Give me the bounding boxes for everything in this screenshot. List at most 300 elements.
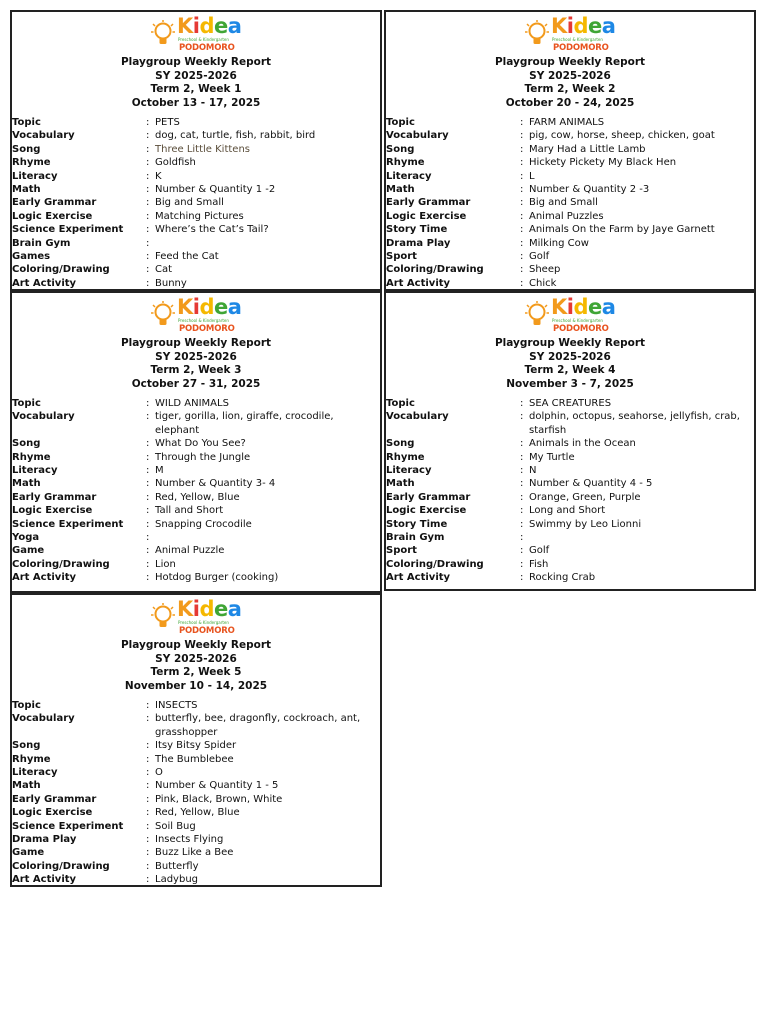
logo-letter-d: d — [573, 295, 589, 319]
date-range: October 27 - 31, 2025 — [131, 377, 261, 390]
report-row — [386, 491, 754, 504]
weekly-report-card — [384, 10, 756, 291]
report-rows — [386, 397, 754, 585]
row-label: Rhyme — [12, 753, 51, 765]
row-label: Topic — [12, 398, 41, 409]
report-row — [12, 143, 380, 156]
report-row — [386, 558, 754, 571]
row-separator: : — [146, 847, 150, 859]
row-value: M — [155, 465, 164, 477]
row-separator: : — [146, 572, 150, 584]
row-separator: : — [146, 700, 150, 711]
report-row — [12, 410, 380, 437]
row-label: Early Grammar — [386, 197, 471, 209]
row-label: Logic Exercise — [386, 505, 467, 517]
report-row — [12, 237, 380, 250]
row-separator: : — [520, 411, 524, 423]
logo-letter-i: i — [566, 295, 574, 319]
kidea-logo — [12, 297, 380, 335]
term-week: Term 2, Week 3 — [150, 364, 242, 376]
row-label: Song — [12, 143, 41, 155]
report-title: Playgroup Weekly Report — [494, 337, 646, 349]
row-separator: : — [146, 264, 150, 276]
row-label: Literacy — [12, 465, 58, 477]
row-value: Number & Quantity 1 -2 — [155, 184, 276, 196]
report-row — [12, 263, 380, 276]
logo-wordmark — [177, 295, 241, 319]
term-week: Term 2, Week 2 — [524, 83, 616, 95]
weekly-report-card — [10, 593, 382, 887]
row-value: Pink, Black, Brown, White — [155, 793, 283, 805]
row-separator: : — [146, 184, 150, 196]
school-year: SY 2025-2026 — [155, 350, 237, 363]
row-value: Milking Cow — [529, 237, 589, 249]
date-range: October 20 - 24, 2025 — [505, 96, 635, 109]
row-label: Logic Exercise — [12, 807, 93, 819]
row-label: Games — [12, 251, 51, 263]
report-row — [386, 223, 754, 236]
kidea-logo — [12, 16, 380, 54]
report-title: Playgroup Weekly Report — [120, 337, 272, 349]
lightbulb-icon — [151, 603, 175, 633]
row-value: Itsy Bitsy Spider — [155, 740, 237, 752]
row-label: Drama Play — [12, 834, 77, 846]
row-value: Hotdog Burger (cooking) — [155, 572, 279, 584]
row-separator: : — [146, 130, 150, 142]
logo-wordmark — [551, 14, 615, 38]
logo-letter-i: i — [192, 295, 200, 319]
row-value: Rocking Crab — [529, 572, 596, 584]
report-row — [12, 116, 380, 129]
logo-letter-d: d — [199, 14, 215, 38]
report-row — [12, 250, 380, 263]
lightbulb-icon — [151, 301, 175, 331]
logo-letter-d: d — [573, 14, 589, 38]
row-label: Topic — [12, 117, 41, 128]
row-label: Early Grammar — [12, 793, 97, 805]
row-value: Buzz Like a Bee — [155, 847, 234, 859]
report-row — [12, 544, 380, 557]
row-separator: : — [520, 398, 524, 409]
report-row — [12, 873, 380, 886]
report-row — [12, 833, 380, 846]
row-separator: : — [146, 491, 150, 503]
report-row — [12, 183, 380, 196]
date-range: November 3 - 7, 2025 — [506, 377, 634, 390]
date-range: October 13 - 17, 2025 — [131, 96, 261, 109]
row-label: Rhyme — [386, 157, 425, 169]
row-separator: : — [146, 117, 150, 128]
row-value: Mary Had a Little Lamb — [529, 143, 646, 155]
row-value: Where’s the Cat’s Tail? — [155, 224, 269, 236]
logo-letter-i: i — [192, 597, 200, 621]
row-value — [155, 531, 380, 544]
kidea-logo — [12, 599, 380, 637]
row-separator: : — [520, 143, 524, 155]
row-separator: : — [146, 210, 150, 222]
row-label: Vocabulary — [386, 411, 449, 423]
row-value: Number & Quantity 1 - 5 — [155, 780, 279, 792]
row-separator: : — [520, 184, 524, 196]
logo-location: PODOMORO — [179, 626, 235, 636]
row-value: What Do You See? — [155, 438, 246, 450]
row-label: Logic Exercise — [12, 505, 93, 517]
row-label: Game — [12, 545, 45, 557]
row-value: Big and Small — [155, 197, 224, 209]
row-value: Golf — [529, 251, 550, 263]
row-label: Brain Gym — [386, 532, 445, 544]
row-label: Math — [12, 478, 41, 490]
report-row — [386, 518, 754, 531]
row-label: Drama Play — [386, 237, 451, 249]
row-separator: : — [146, 753, 150, 765]
row-value: Matching Pictures — [155, 210, 244, 222]
report-row — [386, 129, 754, 142]
report-row — [12, 793, 380, 806]
row-value: Feed the Cat — [155, 251, 219, 263]
row-value: Bunny — [155, 277, 187, 289]
logo-letter-k: K — [177, 14, 193, 38]
report-row — [12, 766, 380, 779]
row-value: Hickety Pickety My Black Hen — [529, 157, 677, 169]
weekly-report-card — [384, 291, 756, 591]
row-value: Animals On the Farm by Jaye Garnett — [529, 224, 715, 236]
logo-letter-d: d — [199, 597, 215, 621]
report-row — [12, 860, 380, 873]
row-value: Lion — [155, 558, 176, 570]
row-label: Science Experiment — [12, 518, 124, 530]
row-separator: : — [146, 767, 150, 779]
logo-wordmark — [177, 597, 241, 621]
logo-subtitle: Preschool & Kindergarten — [552, 37, 603, 42]
row-value: pig, cow, horse, sheep, chicken, goat — [529, 130, 715, 142]
row-separator: : — [520, 465, 524, 477]
row-label: Rhyme — [12, 157, 51, 169]
report-row — [12, 699, 380, 712]
report-row — [12, 531, 380, 544]
row-value: Butterfly — [155, 860, 199, 872]
lightbulb-icon — [151, 20, 175, 50]
lightbulb-icon — [525, 301, 549, 331]
row-separator: : — [146, 740, 150, 752]
row-label: Vocabulary — [12, 130, 75, 142]
report-row — [386, 263, 754, 276]
row-label: Math — [12, 780, 41, 792]
logo-location: PODOMORO — [179, 43, 235, 53]
report-row — [12, 518, 380, 531]
logo-wordmark — [551, 295, 615, 319]
report-row — [12, 712, 380, 739]
report-row — [12, 571, 380, 584]
report-row — [12, 170, 380, 183]
school-year: SY 2025-2026 — [155, 652, 237, 665]
report-row — [386, 410, 754, 437]
report-row — [12, 277, 380, 290]
row-value: K — [155, 170, 162, 182]
row-value: Snapping Crocodile — [155, 518, 252, 530]
row-value: Animals in the Ocean — [529, 438, 636, 450]
date-range: November 10 - 14, 2025 — [124, 679, 268, 692]
report-row — [12, 753, 380, 766]
row-value: O — [155, 767, 163, 779]
weekly-report-card — [10, 291, 382, 593]
row-separator: : — [520, 210, 524, 222]
row-value: N — [529, 465, 537, 477]
row-label: Literacy — [12, 767, 58, 779]
report-row — [386, 210, 754, 223]
row-separator: : — [146, 780, 150, 792]
report-row — [12, 210, 380, 223]
report-row — [386, 116, 754, 129]
report-row — [12, 451, 380, 464]
row-label: Literacy — [386, 465, 432, 477]
row-label: Sport — [386, 545, 417, 557]
row-separator: : — [520, 505, 524, 517]
report-row — [12, 129, 380, 142]
school-year: SY 2025-2026 — [529, 69, 611, 82]
logo-location: PODOMORO — [553, 43, 609, 53]
report-title: Playgroup Weekly Report — [120, 639, 272, 651]
report-row — [386, 477, 754, 490]
row-label: Coloring/Drawing — [12, 860, 110, 872]
row-value: butterfly, bee, dragonfly, cockroach, ant, grasshopper — [155, 713, 361, 738]
report-rows — [386, 116, 754, 290]
row-separator: : — [146, 820, 150, 832]
row-value: Sheep — [529, 264, 561, 276]
row-label: Early Grammar — [386, 491, 471, 503]
logo-letter-d: d — [199, 295, 215, 319]
report-row — [12, 223, 380, 236]
row-value: Cat — [155, 264, 173, 276]
row-value: L — [529, 170, 535, 182]
report-row — [386, 464, 754, 477]
row-separator: : — [520, 478, 524, 490]
report-row — [12, 504, 380, 517]
report-rows — [12, 699, 380, 887]
logo-letter-e: e — [214, 14, 228, 38]
report-row — [12, 491, 380, 504]
row-separator: : — [520, 545, 524, 557]
row-label: Art Activity — [12, 874, 77, 886]
row-label: Math — [12, 184, 41, 196]
row-value: The Bumblebee — [155, 753, 234, 765]
row-value: WILD ANIMALS — [155, 398, 229, 409]
row-label: Early Grammar — [12, 197, 97, 209]
row-value: SEA CREATURES — [529, 398, 612, 409]
row-label: Math — [386, 184, 415, 196]
row-value — [529, 531, 754, 544]
row-value: Ladybug — [155, 874, 198, 886]
row-separator: : — [146, 224, 150, 236]
report-row — [386, 156, 754, 169]
row-separator: : — [146, 532, 150, 544]
school-year: SY 2025-2026 — [529, 350, 611, 363]
logo-wordmark — [177, 14, 241, 38]
row-separator: : — [520, 491, 524, 503]
logo-location: PODOMORO — [553, 324, 609, 334]
logo-subtitle: Preschool & Kindergarten — [178, 620, 229, 625]
row-label: Logic Exercise — [12, 210, 93, 222]
row-label: Coloring/Drawing — [386, 558, 484, 570]
report-rows — [12, 397, 380, 585]
row-separator: : — [520, 532, 524, 544]
logo-subtitle: Preschool & Kindergarten — [178, 37, 229, 42]
row-separator: : — [520, 197, 524, 209]
report-row — [12, 558, 380, 571]
row-separator: : — [146, 807, 150, 819]
row-separator: : — [146, 713, 150, 725]
row-value: My Turtle — [529, 451, 575, 463]
row-label: Song — [386, 438, 415, 450]
row-separator: : — [146, 237, 150, 249]
row-separator: : — [146, 438, 150, 450]
row-separator: : — [146, 505, 150, 517]
row-label: Song — [12, 438, 41, 450]
row-separator: : — [146, 860, 150, 872]
row-value: Soil Bug — [155, 820, 196, 832]
row-separator: : — [146, 398, 150, 409]
report-row — [386, 170, 754, 183]
logo-letter-e: e — [214, 597, 228, 621]
row-value: Orange, Green, Purple — [529, 491, 641, 503]
report-row — [386, 143, 754, 156]
row-label: Topic — [12, 700, 41, 711]
row-separator: : — [146, 157, 150, 169]
row-separator: : — [520, 130, 524, 142]
row-value: Number & Quantity 3- 4 — [155, 478, 276, 490]
row-value: Swimmy by Leo Lionni — [529, 518, 642, 530]
row-value: Number & Quantity 2 -3 — [529, 184, 650, 196]
row-separator: : — [146, 451, 150, 463]
row-separator: : — [146, 834, 150, 846]
row-separator: : — [146, 277, 150, 289]
row-label: Vocabulary — [12, 713, 75, 725]
report-row — [386, 451, 754, 464]
report-row — [386, 531, 754, 544]
logo-letter-e: e — [214, 295, 228, 319]
row-value: tiger, gorilla, lion, giraffe, crocodile, elephant — [155, 411, 334, 436]
row-separator: : — [146, 545, 150, 557]
row-value: Through the Jungle — [155, 451, 251, 463]
row-separator: : — [520, 572, 524, 584]
row-separator: : — [520, 224, 524, 236]
row-label: Science Experiment — [12, 820, 124, 832]
logo-subtitle: Preschool & Kindergarten — [178, 318, 229, 323]
report-row — [12, 196, 380, 209]
row-label: Math — [386, 478, 415, 490]
row-separator: : — [146, 143, 150, 155]
row-separator: : — [520, 237, 524, 249]
logo-letter-k: K — [177, 295, 193, 319]
report-row — [386, 277, 754, 290]
school-year: SY 2025-2026 — [155, 69, 237, 82]
row-label: Topic — [386, 117, 415, 128]
row-value: Red, Yellow, Blue — [155, 491, 240, 503]
report-rows — [12, 116, 380, 290]
row-label: Song — [12, 740, 41, 752]
logo-location: PODOMORO — [179, 324, 235, 334]
row-label: Brain Gym — [12, 237, 71, 249]
term-week: Term 2, Week 1 — [150, 83, 242, 95]
report-row — [386, 237, 754, 250]
row-label: Art Activity — [386, 572, 451, 584]
logo-letter-i: i — [566, 14, 574, 38]
row-label: Topic — [386, 398, 415, 409]
row-label: Story Time — [386, 224, 448, 236]
row-label: Story Time — [386, 518, 448, 530]
report-row — [12, 477, 380, 490]
logo-letter-a: a — [227, 14, 242, 38]
row-separator: : — [146, 874, 150, 886]
logo-letter-a: a — [227, 597, 242, 621]
row-label: Literacy — [386, 170, 432, 182]
row-label: Vocabulary — [386, 130, 449, 142]
report-row — [386, 397, 754, 410]
kidea-logo — [386, 16, 754, 54]
row-label: Logic Exercise — [386, 210, 467, 222]
kidea-logo — [386, 297, 754, 335]
report-row — [12, 397, 380, 410]
logo-letter-k: K — [551, 295, 567, 319]
row-value: Goldfish — [155, 157, 196, 169]
row-label: Coloring/Drawing — [386, 264, 484, 276]
row-separator: : — [146, 170, 150, 182]
row-separator: : — [146, 793, 150, 805]
row-value: INSECTS — [155, 700, 198, 711]
row-separator: : — [520, 277, 524, 289]
row-value: Big and Small — [529, 197, 598, 209]
row-label: Art Activity — [12, 277, 77, 289]
row-value: Red, Yellow, Blue — [155, 807, 240, 819]
row-value: Chick — [529, 277, 557, 289]
logo-letter-a: a — [601, 14, 616, 38]
row-value: FARM ANIMALS — [529, 117, 605, 128]
row-label: Art Activity — [386, 277, 451, 289]
row-label: Coloring/Drawing — [12, 558, 110, 570]
report-row — [386, 504, 754, 517]
logo-letter-e: e — [588, 295, 602, 319]
row-value — [155, 237, 380, 250]
report-row — [386, 437, 754, 450]
logo-letter-k: K — [551, 14, 567, 38]
report-row — [12, 437, 380, 450]
row-label: Game — [12, 847, 45, 859]
term-week: Term 2, Week 4 — [524, 364, 616, 376]
logo-letter-e: e — [588, 14, 602, 38]
report-row — [386, 571, 754, 584]
report-row — [12, 806, 380, 819]
report-title: Playgroup Weekly Report — [120, 56, 272, 68]
row-label: Art Activity — [12, 572, 77, 584]
row-separator: : — [520, 251, 524, 263]
report-row — [12, 820, 380, 833]
row-separator: : — [146, 197, 150, 209]
row-separator: : — [146, 478, 150, 490]
row-value: Animal Puzzle — [155, 545, 225, 557]
report-title: Playgroup Weekly Report — [494, 56, 646, 68]
row-value: Animal Puzzles — [529, 210, 604, 222]
row-separator: : — [146, 251, 150, 263]
row-label: Coloring/Drawing — [12, 264, 110, 276]
row-separator: : — [520, 451, 524, 463]
row-separator: : — [146, 465, 150, 477]
row-separator: : — [520, 170, 524, 182]
row-label: Early Grammar — [12, 491, 97, 503]
report-row — [12, 739, 380, 752]
row-value: Insects Flying — [155, 834, 224, 846]
report-row — [12, 779, 380, 792]
row-value: Golf — [529, 545, 550, 557]
